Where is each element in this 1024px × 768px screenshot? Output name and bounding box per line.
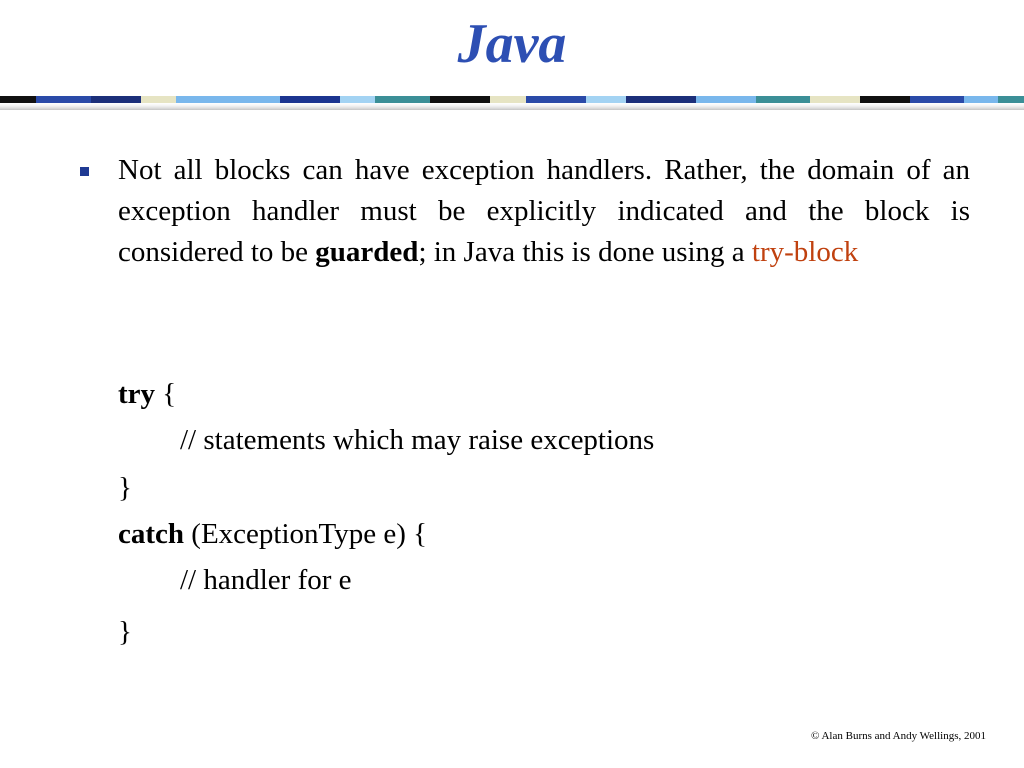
code-keyword-try: try (118, 378, 156, 410)
bullet-square-icon (80, 167, 89, 176)
code-line-try (118, 376, 176, 412)
bullet-text-accent: try-block (751, 236, 859, 268)
bullet-text-bold: guarded (315, 236, 419, 268)
code-line-catch (118, 516, 427, 552)
slide-title: Java (457, 13, 567, 75)
code-line-catch-rest: (ExceptionType e) { (184, 518, 428, 550)
bullet-text-intro: Not all blocks can have exception handlers. Rather, the domain of an exception handler must be explicitly indicated and the block is considered to be (118, 154, 970, 268)
bullet-text (118, 150, 970, 273)
code-line-close-try: } (118, 472, 132, 504)
code-line-close-catch: } (118, 616, 132, 648)
copyright-footer: © Alan Burns and Andy Wellings, 2001 (810, 730, 986, 742)
code-line-handler: // handler for e (180, 564, 352, 596)
bullet-text-middle: ; in Java this is done using a (418, 236, 752, 268)
code-line-try-rest: { (155, 378, 177, 410)
code-line-statements: // statements which may raise exceptions (180, 424, 655, 456)
decorative-color-band (0, 84, 1024, 110)
code-keyword-catch: catch (118, 518, 185, 550)
